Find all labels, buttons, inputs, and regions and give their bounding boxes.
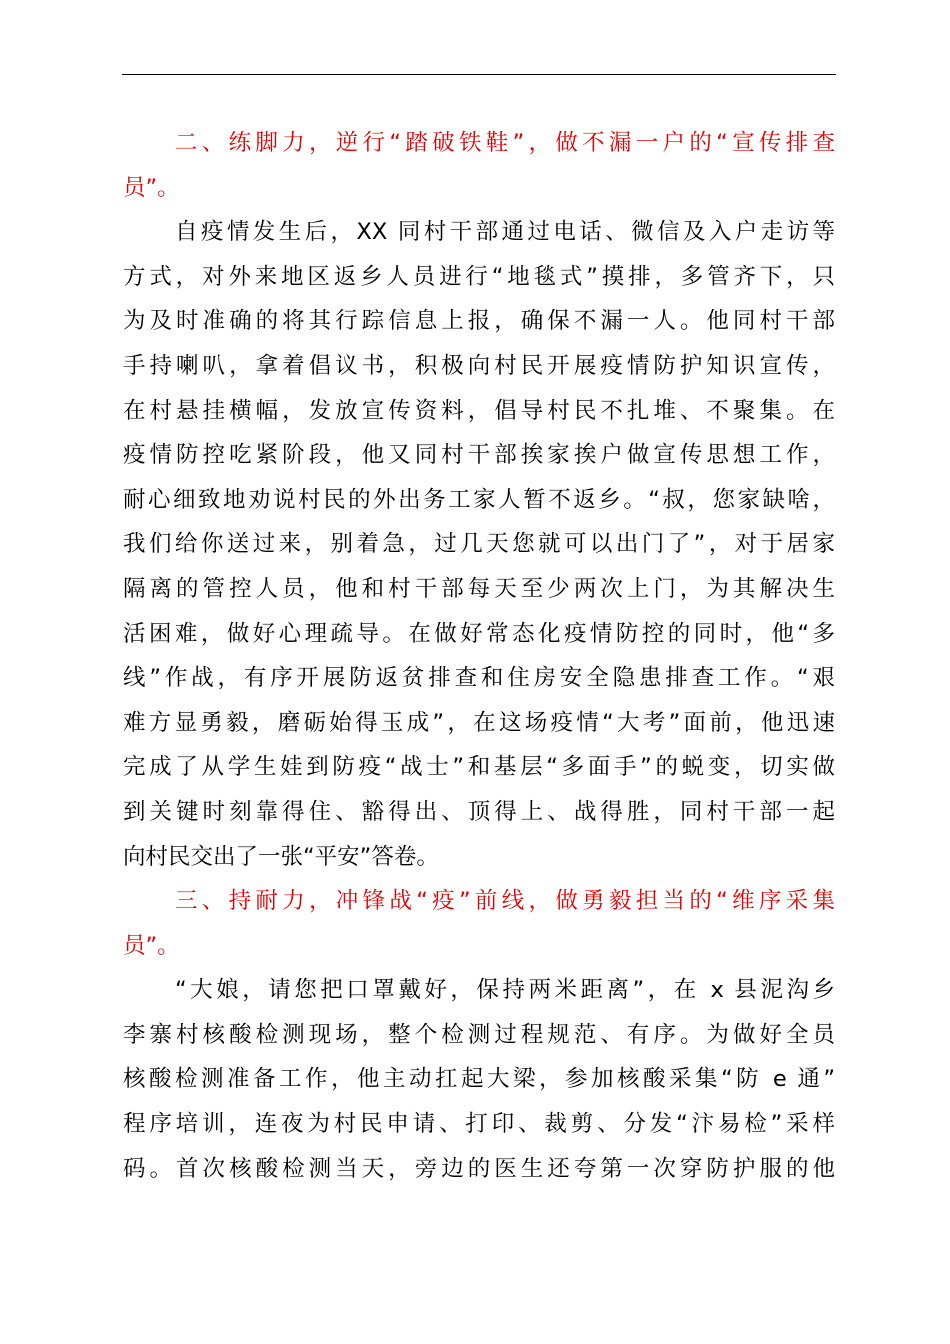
heading-line: 三、持耐力，冲锋战“疫”前线，做勇毅担当的“维序采集 [175,888,835,915]
header-rule [122,74,836,75]
text-line: 手持喇叭，拿着倡议书，积极向村民开展疫情防护知识宣传， [123,352,835,379]
text-line: 程序培训，连夜为村民申请、打印、裁剪、分发“汴易检”采样 [123,1111,835,1138]
text-line: 在村悬挂横幅，发放宣传资料，倡导村民不扎堆、不聚集。在 [123,397,835,424]
text-line: 线”作战，有序开展防返贫排查和住房安全隐患排查工作。“艰 [123,665,835,692]
section-three-heading [123,879,835,968]
text-line: “大娘，请您把口罩戴好，保持两米距离”，在 x 县泥沟乡 [175,977,835,1004]
text-line: 码。首次核酸检测当天，旁边的医生还夸第一次穿防护服的他 [123,1155,835,1182]
text-line: 向村民交出了一张“平安”答卷。 [123,843,439,870]
heading-line: 二、练脚力，逆行“踏破铁鞋”，做不漏一户的“宣传排查 [175,130,835,156]
text-line: 耐心细致地劝说村民的外出务工家人暂不返乡。“叔，您家缺啥， [123,486,835,513]
text-line: 为及时准确的将其行踪信息上报，确保不漏一人。他同村干部 [123,308,835,335]
heading-line: 员”。 [123,932,180,959]
section-two-paragraph [123,210,835,879]
section-three-paragraph [123,968,835,1191]
text-line: 方式，对外来地区返乡人员进行“地毯式”摸排，多管齐下，只 [123,263,835,290]
text-line: 完成了从学生娃到防疫“战士”和基层“多面手”的蜕变，切实做 [123,754,835,781]
document-body [123,121,835,1191]
text-line: 我们给你送过来，别着急，过几天您就可以出门了”，对于居家 [123,531,835,558]
text-line: 李寨村核酸检测现场，整个检测过程规范、有序。为做好全员 [123,1021,835,1048]
text-line: 隔离的管控人员，他和村干部每天至少两次上门，为其解决生 [123,575,835,602]
text-line: 难方显勇毅，磨砺始得玉成”，在这场疫情“大考”面前，他迅速 [123,709,835,736]
text-line: 自疫情发生后，XX 同村干部通过电话、微信及入户走访等 [175,219,835,246]
text-line: 核酸检测准备工作，他主动扛起大梁，参加核酸采集“防 e 通” [123,1066,835,1093]
heading-line: 员”。 [123,174,180,201]
text-line: 到关键时刻靠得住、豁得出、顶得上、战得胜，同村干部一起 [123,798,835,825]
section-two-heading [123,121,835,210]
text-line: 活困难，做好心理疏导。在做好常态化疫情防控的同时，他“多 [123,620,835,647]
text-line: 疫情防控吃紧阶段，他又同村干部挨家挨户做宣传思想工作， [123,442,835,469]
